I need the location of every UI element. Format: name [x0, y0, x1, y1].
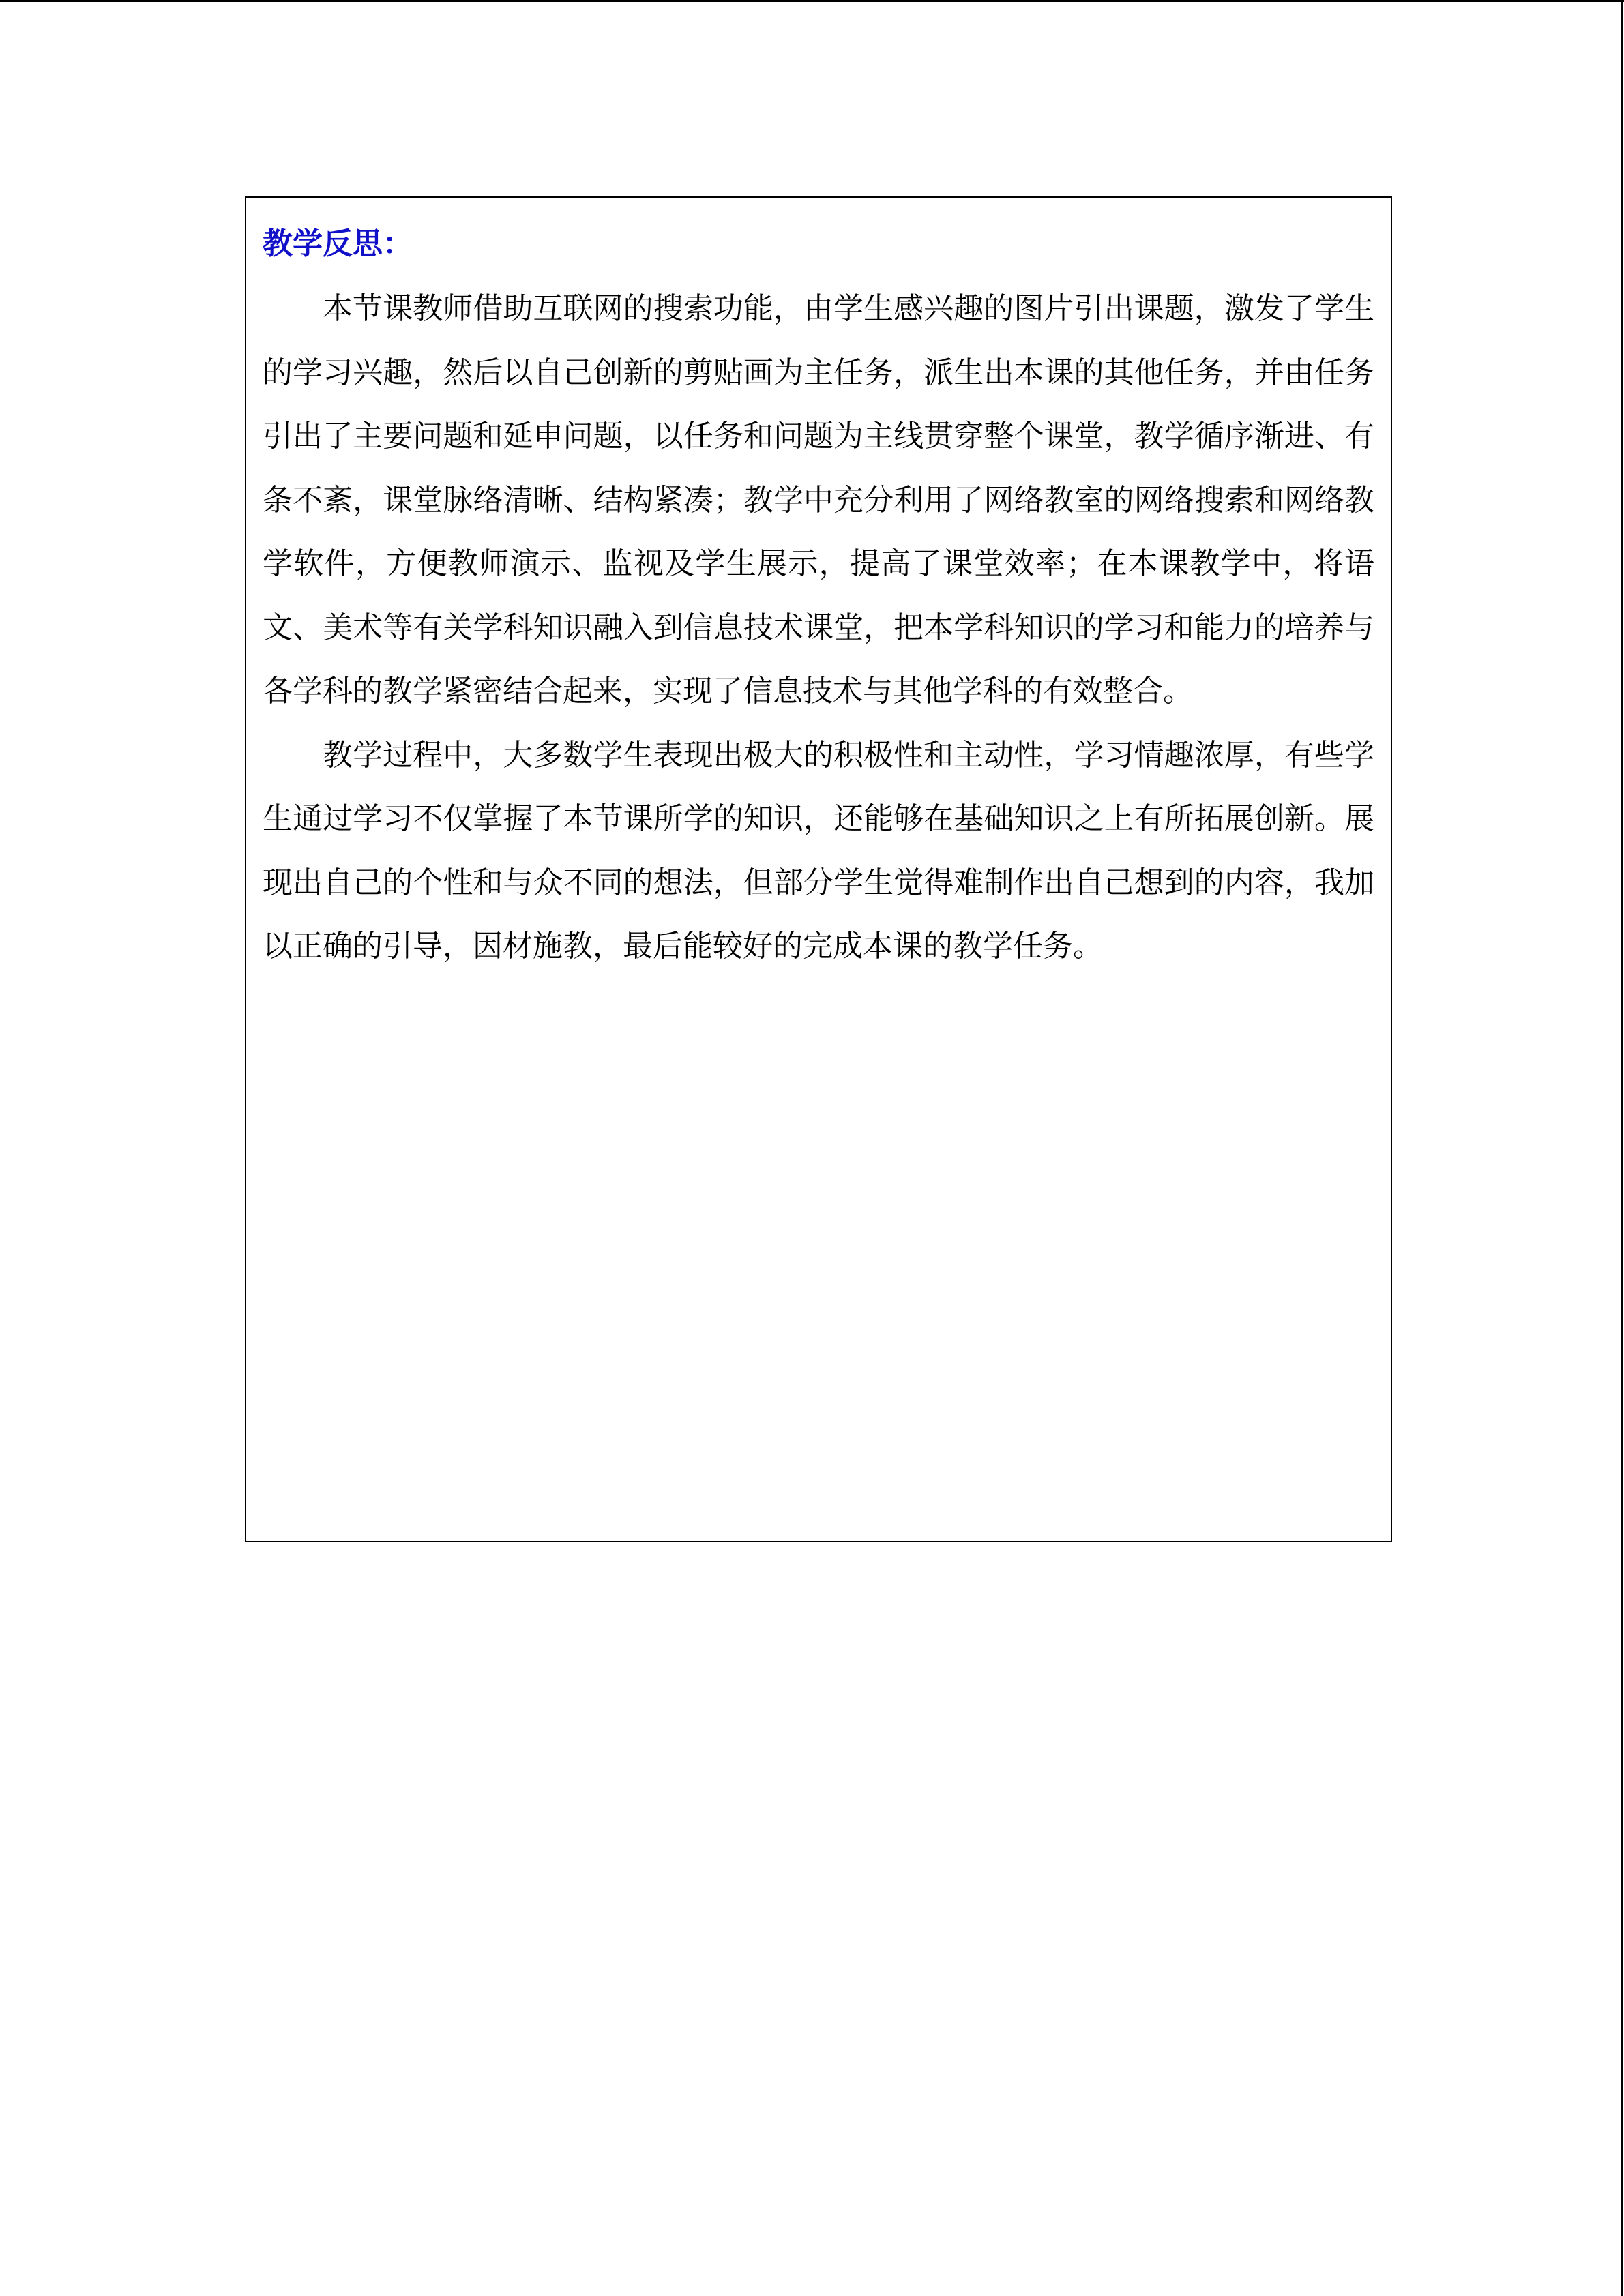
reflection-paragraph-1: 本节课教师借助互联网的搜索功能，由学生感兴趣的图片引出课题，激发了学生的学习兴趣，然后以自己创新的剪贴画为主任务，派生出本课的其他任务，并由任务引出了主要问题和延申问题，以任务和问题为主线贯穿整个课堂，教学循序渐进、有条不紊，课堂脉络清晰、结构紧凑；教学中充分利用了网络教室的网络搜索和网络教学软件，方便教师演示、监视及学生展示，提高了课堂效率；在本课教学中，将语文、美术等有关学科知识融入到信息技术课堂，把本学科知识的学习和能力的培养与各学科的教学紧密结合起来，实现了信息技术与其他学科的有效整合。 — [263, 291, 1374, 709]
reflection-table-cell — [245, 196, 1392, 1542]
page-edge-top — [0, 0, 1624, 2]
page-edge-right — [1621, 0, 1623, 2296]
reflection-paragraph-2: 教学过程中，大多数学生表现出极大的积极性和主动性，学习情趣浓厚，有些学生通过学习不仅掌握了本节课所学的知识，还能够在基础知识之上有所拓展创新。展现出自己的个性和与众不同的想法，但部分学生觉得难制作出自己想到的内容，我加以正确的引导，因材施教，最后能较好的完成本课的教学任务。 — [263, 737, 1374, 964]
reflection-heading: 教学反思： — [263, 226, 413, 261]
